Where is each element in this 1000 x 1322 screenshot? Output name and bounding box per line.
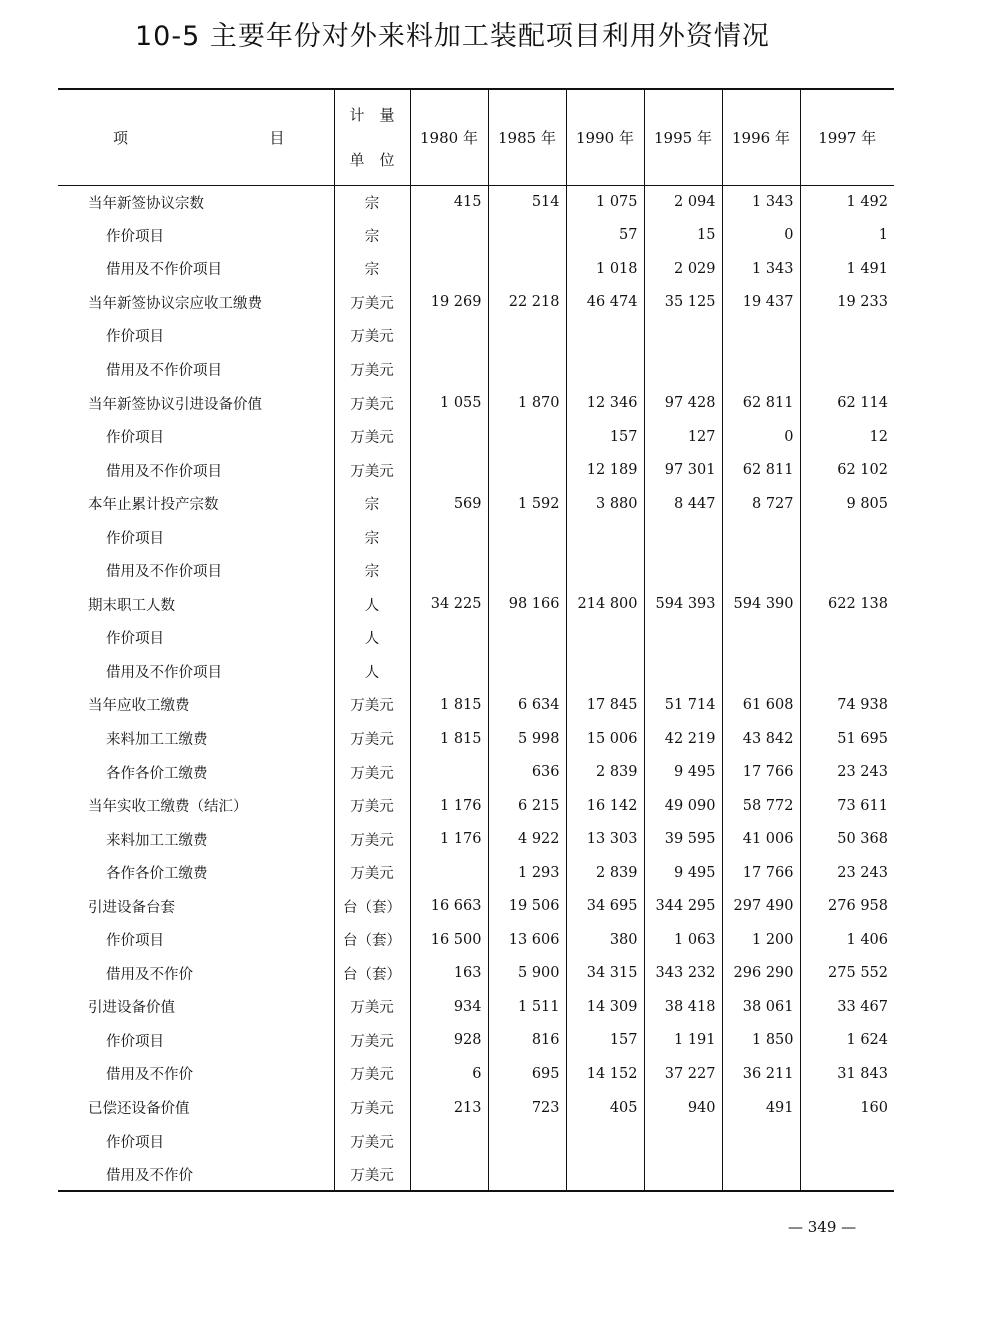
row-unit: 万美元: [334, 1024, 410, 1058]
value-cell: [410, 453, 488, 487]
value-cell: [410, 655, 488, 689]
value-cell: 16 142: [566, 789, 644, 823]
value-cell: 940: [644, 1091, 722, 1125]
value-cell: 1 815: [410, 688, 488, 722]
value-cell: 723: [488, 1091, 566, 1125]
row-label: 借用及不作价: [106, 966, 193, 983]
row-unit: 宗: [334, 554, 410, 588]
row-label: 借用及不作价项目: [106, 664, 222, 681]
value-cell: 296 290: [722, 957, 800, 991]
row-label: 当年新签协议宗应收工缴费: [88, 295, 262, 312]
value-cell: 934: [410, 990, 488, 1024]
value-cell: 23 243: [800, 755, 894, 789]
value-cell: [800, 655, 894, 689]
value-cell: [410, 319, 488, 353]
table-row: [58, 420, 894, 454]
value-cell: 380: [566, 923, 644, 957]
value-cell: 6 215: [488, 789, 566, 823]
table-row: [58, 1057, 894, 1091]
value-cell: 9 805: [800, 487, 894, 521]
value-cell: [722, 621, 800, 655]
value-cell: 14 152: [566, 1057, 644, 1091]
year-header: 1985 年: [488, 89, 566, 185]
value-cell: 33 467: [800, 990, 894, 1024]
value-cell: [722, 1158, 800, 1192]
value-cell: 214 800: [566, 588, 644, 622]
value-cell: 19 233: [800, 286, 894, 320]
row-unit: 万美元: [334, 856, 410, 890]
value-cell: [488, 1124, 566, 1158]
value-cell: 297 490: [722, 889, 800, 923]
value-cell: 9 495: [644, 856, 722, 890]
row-label: 各作各价工缴费: [106, 765, 208, 782]
value-cell: [644, 621, 722, 655]
value-cell: [800, 621, 894, 655]
row-unit: 宗: [334, 487, 410, 521]
value-cell: 0: [722, 219, 800, 253]
foreign-capital-table: [58, 88, 894, 1192]
value-cell: 160: [800, 1091, 894, 1125]
row-unit: 台（套）: [334, 889, 410, 923]
value-cell: 1 624: [800, 1024, 894, 1058]
row-label: 借用及不作价项目: [106, 363, 222, 379]
value-cell: 23 243: [800, 856, 894, 890]
value-cell: 39 595: [644, 822, 722, 856]
value-cell: [410, 1158, 488, 1192]
value-cell: [566, 319, 644, 353]
value-cell: 1 491: [800, 252, 894, 286]
value-cell: [410, 353, 488, 387]
row-label: 各作各价工缴费: [106, 866, 208, 883]
value-cell: 16 663: [410, 889, 488, 923]
value-cell: 1 406: [800, 923, 894, 957]
row-label: 引进设备价值: [88, 1000, 175, 1017]
value-cell: [644, 1124, 722, 1158]
value-cell: 12 346: [566, 386, 644, 420]
value-cell: [566, 1158, 644, 1192]
value-cell: 622 138: [800, 588, 894, 622]
table-row: [58, 755, 894, 789]
value-cell: [488, 420, 566, 454]
value-cell: [566, 520, 644, 554]
year-header: 1990 年: [566, 89, 644, 185]
value-cell: 2 029: [644, 252, 722, 286]
table-row: [58, 1024, 894, 1058]
table-row: [58, 789, 894, 823]
row-unit: 万美元: [334, 1057, 410, 1091]
row-label: 作价项目: [106, 530, 164, 547]
value-cell: 97 301: [644, 453, 722, 487]
table-row: [58, 1158, 894, 1192]
table-body: [58, 185, 894, 1191]
value-cell: 46 474: [566, 286, 644, 320]
value-cell: 695: [488, 1057, 566, 1091]
value-cell: 3 880: [566, 487, 644, 521]
row-unit: 万美元: [334, 286, 410, 320]
value-cell: [800, 554, 894, 588]
table-row: [58, 856, 894, 890]
value-cell: 127: [644, 420, 722, 454]
table-row: [58, 621, 894, 655]
value-cell: 275 552: [800, 957, 894, 991]
value-cell: 1: [800, 219, 894, 253]
value-cell: 17 766: [722, 856, 800, 890]
row-unit: 万美元: [334, 420, 410, 454]
value-cell: 36 211: [722, 1057, 800, 1091]
value-cell: 213: [410, 1091, 488, 1125]
value-cell: 34 695: [566, 889, 644, 923]
row-unit: 宗: [334, 252, 410, 286]
table-row: [58, 319, 894, 353]
value-cell: [410, 420, 488, 454]
value-cell: 491: [722, 1091, 800, 1125]
value-cell: [644, 1158, 722, 1192]
table-row: [58, 185, 894, 219]
value-cell: 594 390: [722, 588, 800, 622]
row-label: 作价项目: [106, 329, 164, 346]
value-cell: 1 815: [410, 722, 488, 756]
value-cell: 1 063: [644, 923, 722, 957]
value-cell: 97 428: [644, 386, 722, 420]
row-unit: 台（套）: [334, 957, 410, 991]
value-cell: 1 293: [488, 856, 566, 890]
value-cell: [488, 252, 566, 286]
value-cell: 1 492: [800, 185, 894, 219]
value-cell: 514: [488, 185, 566, 219]
value-cell: 1 055: [410, 386, 488, 420]
value-cell: 34 225: [410, 588, 488, 622]
value-cell: [410, 520, 488, 554]
row-unit: 宗: [334, 185, 410, 219]
value-cell: [722, 353, 800, 387]
table-row: [58, 520, 894, 554]
value-cell: 8 727: [722, 487, 800, 521]
value-cell: 1 191: [644, 1024, 722, 1058]
value-cell: [566, 655, 644, 689]
value-cell: 1 850: [722, 1024, 800, 1058]
value-cell: 13 303: [566, 822, 644, 856]
value-cell: [488, 1158, 566, 1192]
value-cell: 14 309: [566, 990, 644, 1024]
row-label: 期末职工人数: [88, 597, 175, 614]
value-cell: 19 437: [722, 286, 800, 320]
value-cell: [488, 621, 566, 655]
value-cell: [800, 353, 894, 387]
row-label: 借用及不作价项目: [106, 262, 222, 279]
value-cell: 22 218: [488, 286, 566, 320]
value-cell: 51 695: [800, 722, 894, 756]
table-row: [58, 822, 894, 856]
item-column-header: 项 目: [58, 89, 334, 185]
value-cell: [488, 554, 566, 588]
value-cell: [488, 353, 566, 387]
table-row: [58, 655, 894, 689]
value-cell: 62 114: [800, 386, 894, 420]
value-cell: 58 772: [722, 789, 800, 823]
value-cell: 343 232: [644, 957, 722, 991]
value-cell: 1 343: [722, 185, 800, 219]
table-row: [58, 889, 894, 923]
value-cell: [800, 1124, 894, 1158]
value-cell: 15 006: [566, 722, 644, 756]
value-cell: 6: [410, 1057, 488, 1091]
value-cell: 61 608: [722, 688, 800, 722]
value-cell: 4 922: [488, 822, 566, 856]
value-cell: 38 061: [722, 990, 800, 1024]
table-row: [58, 219, 894, 253]
row-label: 本年止累计投产宗数: [88, 497, 219, 514]
row-unit: 万美元: [334, 1158, 410, 1192]
value-cell: [722, 319, 800, 353]
value-cell: 0: [722, 420, 800, 454]
table-row: [58, 688, 894, 722]
row-unit: 人: [334, 588, 410, 622]
value-cell: 49 090: [644, 789, 722, 823]
table-row: [58, 722, 894, 756]
value-cell: 9 495: [644, 755, 722, 789]
value-cell: 19 506: [488, 889, 566, 923]
value-cell: [488, 655, 566, 689]
value-cell: [566, 621, 644, 655]
row-label: 作价项目: [106, 933, 164, 950]
value-cell: 5 998: [488, 722, 566, 756]
value-cell: 2 094: [644, 185, 722, 219]
row-unit: 万美元: [334, 386, 410, 420]
row-label: 借用及不作价项目: [106, 463, 222, 480]
page-title: 10-5 主要年份对外来料加工装配项目利用外资情况: [135, 21, 770, 52]
year-header: 1980 年: [410, 89, 488, 185]
value-cell: [488, 319, 566, 353]
value-cell: [410, 621, 488, 655]
value-cell: 17 845: [566, 688, 644, 722]
value-cell: [488, 453, 566, 487]
value-cell: [644, 554, 722, 588]
value-cell: 73 611: [800, 789, 894, 823]
row-label: 已偿还设备价值: [88, 1101, 190, 1118]
row-label: 作价项目: [106, 228, 164, 245]
value-cell: 344 295: [644, 889, 722, 923]
value-cell: 35 125: [644, 286, 722, 320]
row-unit: 万美元: [334, 688, 410, 722]
value-cell: 594 393: [644, 588, 722, 622]
row-unit: 人: [334, 621, 410, 655]
table-row: [58, 353, 894, 387]
value-cell: 38 418: [644, 990, 722, 1024]
value-cell: 569: [410, 487, 488, 521]
unit-column-header: 计 量 单 位: [334, 89, 410, 185]
table-row: [58, 923, 894, 957]
value-cell: 1 200: [722, 923, 800, 957]
value-cell: 13 606: [488, 923, 566, 957]
row-unit: 宗: [334, 219, 410, 253]
table-row: [58, 1124, 894, 1158]
value-cell: [410, 755, 488, 789]
value-cell: 19 269: [410, 286, 488, 320]
value-cell: 12 189: [566, 453, 644, 487]
value-cell: 1 343: [722, 252, 800, 286]
row-label: 借用及不作价: [106, 1067, 193, 1084]
row-label: 当年新签协议宗数: [88, 195, 204, 212]
value-cell: 98 166: [488, 588, 566, 622]
value-cell: [644, 319, 722, 353]
value-cell: 41 006: [722, 822, 800, 856]
value-cell: [644, 655, 722, 689]
value-cell: 12: [800, 420, 894, 454]
value-cell: 1 592: [488, 487, 566, 521]
value-cell: 2 839: [566, 856, 644, 890]
value-cell: 1 870: [488, 386, 566, 420]
row-unit: 万美元: [334, 789, 410, 823]
value-cell: 1 176: [410, 789, 488, 823]
row-label: 作价项目: [106, 430, 164, 447]
value-cell: 1 018: [566, 252, 644, 286]
value-cell: [722, 1124, 800, 1158]
value-cell: 157: [566, 420, 644, 454]
value-cell: 1 511: [488, 990, 566, 1024]
table-row: [58, 286, 894, 320]
row-label: 作价项目: [106, 1033, 164, 1050]
header-row: [58, 89, 894, 185]
row-label: 引进设备台套: [88, 899, 175, 916]
value-cell: 74 938: [800, 688, 894, 722]
value-cell: 405: [566, 1091, 644, 1125]
value-cell: 928: [410, 1024, 488, 1058]
table-row: [58, 386, 894, 420]
value-cell: [722, 655, 800, 689]
row-label: 来料加工工缴费: [106, 832, 208, 849]
value-cell: [566, 1124, 644, 1158]
table-row: [58, 588, 894, 622]
year-header: 1995 年: [644, 89, 722, 185]
value-cell: 6 634: [488, 688, 566, 722]
value-cell: 62 811: [722, 453, 800, 487]
row-unit: 台（套）: [334, 923, 410, 957]
row-unit: 万美元: [334, 990, 410, 1024]
value-cell: 816: [488, 1024, 566, 1058]
year-header: 1996 年: [722, 89, 800, 185]
row-unit: 万美元: [334, 822, 410, 856]
value-cell: [410, 856, 488, 890]
value-cell: 57: [566, 219, 644, 253]
value-cell: 163: [410, 957, 488, 991]
value-cell: 15: [644, 219, 722, 253]
value-cell: 2 839: [566, 755, 644, 789]
row-label: 当年应收工缴费: [88, 698, 190, 715]
value-cell: 50 368: [800, 822, 894, 856]
value-cell: [410, 554, 488, 588]
value-cell: [488, 520, 566, 554]
row-unit: 万美元: [334, 1091, 410, 1125]
value-cell: 1 176: [410, 822, 488, 856]
table-row: [58, 453, 894, 487]
value-cell: 62 811: [722, 386, 800, 420]
table-row: [58, 554, 894, 588]
value-cell: [722, 554, 800, 588]
row-unit: 万美元: [334, 722, 410, 756]
value-cell: 34 315: [566, 957, 644, 991]
row-label: 作价项目: [106, 631, 164, 648]
value-cell: 1 075: [566, 185, 644, 219]
year-header: 1997 年: [800, 89, 894, 185]
row-unit: 万美元: [334, 353, 410, 387]
value-cell: [722, 520, 800, 554]
value-cell: 415: [410, 185, 488, 219]
table-row: [58, 990, 894, 1024]
row-label: 来料加工工缴费: [106, 732, 208, 749]
table-row: [58, 957, 894, 991]
value-cell: [644, 353, 722, 387]
row-unit: 万美元: [334, 319, 410, 353]
value-cell: 276 958: [800, 889, 894, 923]
value-cell: 62 102: [800, 453, 894, 487]
value-cell: [800, 1158, 894, 1192]
value-cell: [410, 252, 488, 286]
value-cell: [410, 1124, 488, 1158]
row-label: 作价项目: [106, 1134, 164, 1151]
value-cell: 43 842: [722, 722, 800, 756]
row-label: 借用及不作价项目: [106, 564, 222, 581]
value-cell: 157: [566, 1024, 644, 1058]
value-cell: [800, 319, 894, 353]
value-cell: [644, 520, 722, 554]
value-cell: [566, 554, 644, 588]
table-row: [58, 487, 894, 521]
table-row: [58, 252, 894, 286]
value-cell: [488, 219, 566, 253]
row-unit: 万美元: [334, 755, 410, 789]
value-cell: 37 227: [644, 1057, 722, 1091]
row-unit: 万美元: [334, 1124, 410, 1158]
value-cell: [800, 520, 894, 554]
row-unit: 宗: [334, 520, 410, 554]
table-row: [58, 1091, 894, 1125]
value-cell: 636: [488, 755, 566, 789]
row-label: 当年实收工缴费（结汇）: [88, 799, 248, 816]
value-cell: 17 766: [722, 755, 800, 789]
value-cell: 5 900: [488, 957, 566, 991]
value-cell: 42 219: [644, 722, 722, 756]
row-unit: 人: [334, 655, 410, 689]
page-number: — 349 —: [788, 1218, 857, 1236]
value-cell: 8 447: [644, 487, 722, 521]
value-cell: 31 843: [800, 1057, 894, 1091]
value-cell: 51 714: [644, 688, 722, 722]
row-label: 借用及不作价: [58, 1158, 334, 1192]
value-cell: [566, 353, 644, 387]
value-cell: [410, 219, 488, 253]
value-cell: 16 500: [410, 923, 488, 957]
row-unit: 万美元: [334, 453, 410, 487]
row-label: 当年新签协议引进设备价值: [88, 396, 262, 413]
